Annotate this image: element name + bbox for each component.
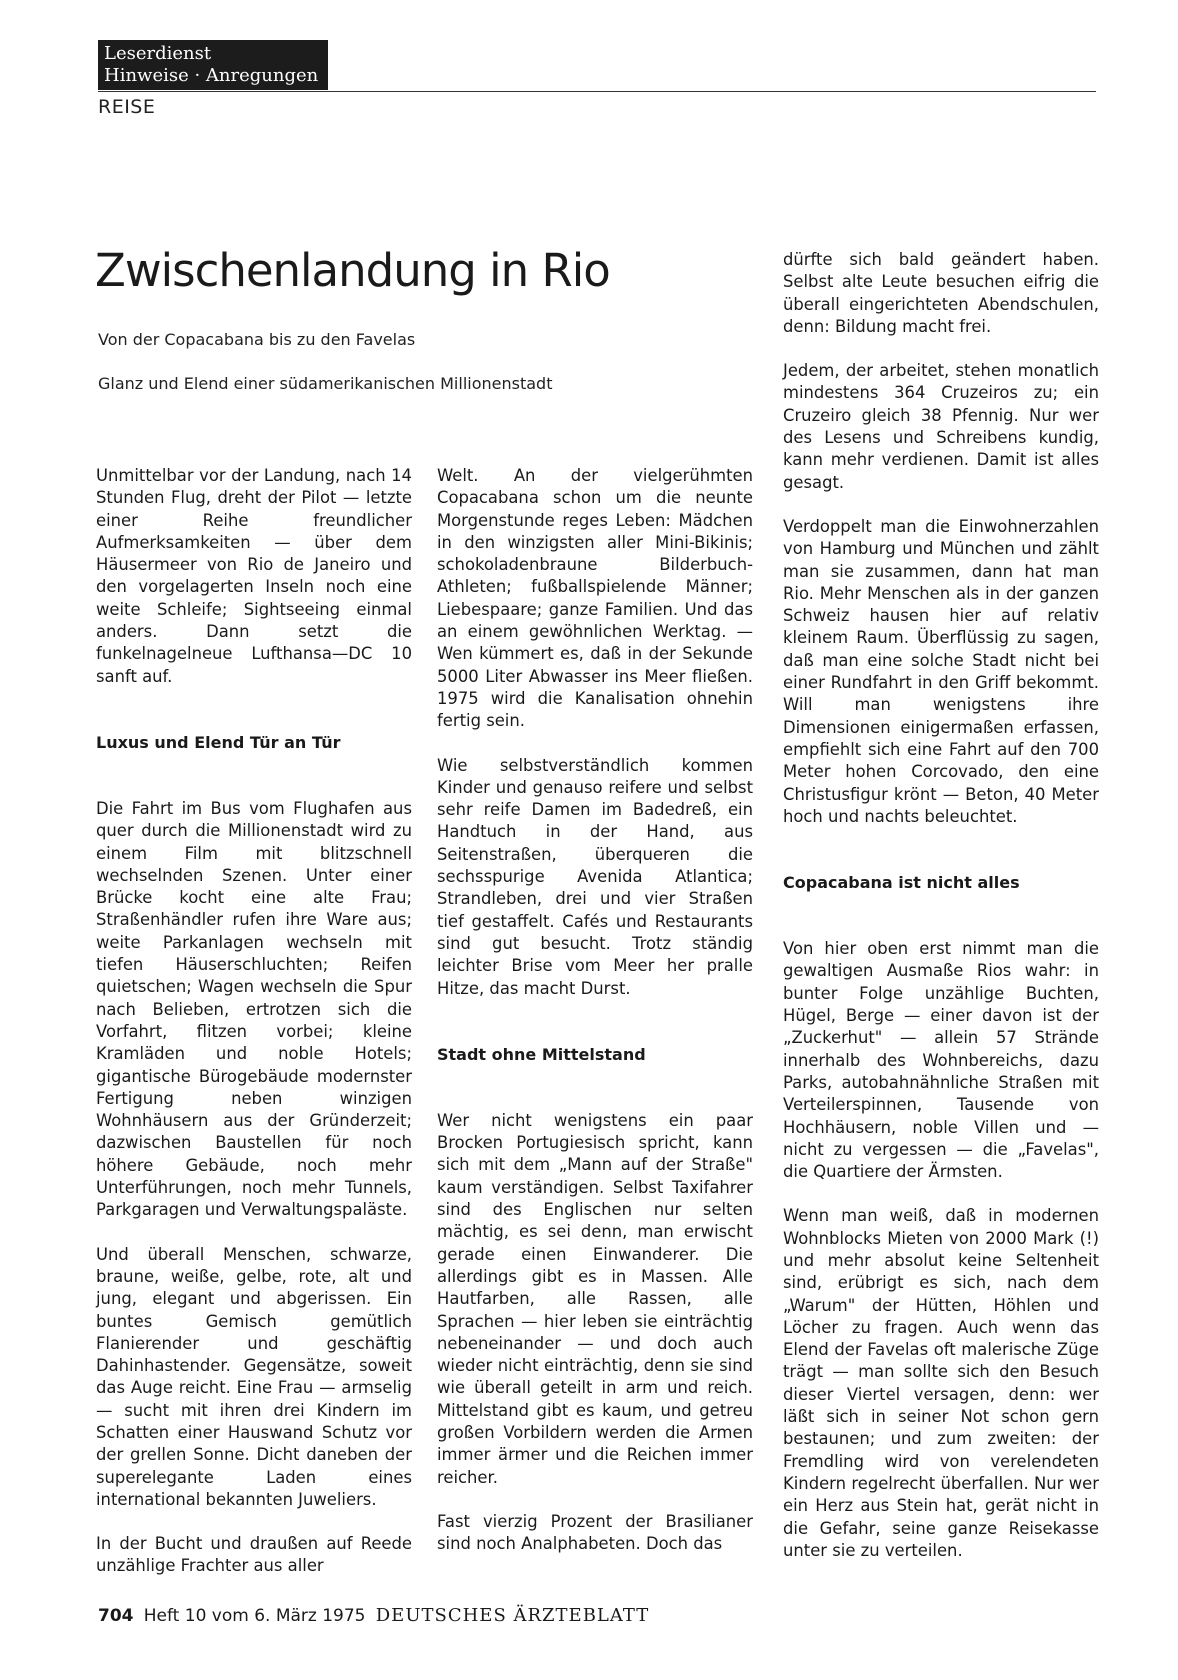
magazine-name: DEUTSCHES ÄRZTEBLATT bbox=[375, 1605, 650, 1626]
paragraph: Fast vierzig Prozent der Brasilianer sind noch Analphabeten. Doch das bbox=[437, 1511, 753, 1554]
paragraph: dürfte sich bald geändert haben. Selbst alte Leute besuchen eifrig die überall eingerichteten Abendschulen, denn: Bildung macht frei. bbox=[783, 250, 1099, 336]
article-subtitle-2: Glanz und Elend einer südamerikanischen Millionenstadt bbox=[98, 374, 553, 393]
text-column-2 bbox=[437, 465, 753, 1577]
header-line-2: Hinweise · Anregungen bbox=[104, 65, 319, 86]
subheading: Copacabana ist nicht alles bbox=[783, 873, 1020, 893]
article-title: Zwischenlandung in Rio bbox=[95, 244, 610, 297]
text-column-3 bbox=[783, 249, 1099, 1584]
header-rule bbox=[98, 91, 1096, 92]
subheading: Luxus und Elend Tür an Tür bbox=[96, 732, 341, 752]
subheading: Stadt ohne Mittelstand bbox=[437, 1044, 646, 1064]
column-header-box bbox=[98, 40, 328, 90]
paragraph: Welt. An der vielgerühmten Copacabana schon um die neunte Morgenstunde reges Leben: Mädchen in den winzigsten aller Mini-Bikinis; schokoladenbraune Bilderbuch-Athleten; fußballspielende Männer; Liebespaare; ganze Familien. Und das an einem gewöhnlichen Werktag. — Wen kümmert es, daß in der Sekunde 5000 Liter Abwasser ins Meer fließen. 1975 wird die Kanalisation ohnehin fertig sein. bbox=[437, 466, 753, 731]
page-footer bbox=[98, 1605, 649, 1626]
paragraph: Jedem, der arbeitet, stehen monatlich mindestens 364 Cruzeiros zu; ein Cruzeiro gleich 38 Pfennig. Nur wer des Lesens und Schreibens kundig, kann mehr verdienen. Damit ist alles gesagt. bbox=[783, 361, 1099, 492]
paragraph: Wer nicht wenigstens ein paar Brocken Portugiesisch spricht, kann sich mit dem „Mann auf der Straße" kaum verständigen. Selbst Taxifahrer sind des Englischen nur selten mächtig, es sei denn, man erwischt gerade einen Einwanderer. Die allerdings gibt es in Massen. Alle Hautfarben, alle Rassen, alle Sprachen — hier leben sie einträchtig nebeneinander — und doch auch wieder nicht einträchtig, denn sie sind wie überall geteilt in arm und reich. Mittelstand gibt es kaum, und getreu großen Vorbildern werden die Armen immer ärmer und die Reichen immer reicher. bbox=[437, 1110, 753, 1487]
paragraph: Wie selbstverständlich kommen Kinder und genauso reifere und selbst sehr reife Damen im Badedreß, ein Handtuch in der Hand, aus Seitenstraßen, überqueren die sechsspurige Avenida Atlantica; Strandleben, drei und vier Straßen tief gestaffelt. Cafés und Restaurants sind gut besucht. Trotz ständig leichter Brise vom Meer her pralle Hitze, das macht Durst. bbox=[437, 755, 753, 998]
issue-info: Heft 10 vom 6. März 1975 bbox=[143, 1606, 366, 1626]
paragraph: In der Bucht und draußen auf Reede unzählige Frachter aus aller bbox=[96, 1534, 412, 1576]
header-line-1: Leserdienst bbox=[104, 43, 212, 64]
paragraph: Und überall Menschen, schwarze, braune, weiße, gelbe, rote, alt und jung, elegant und abgerissen. Ein buntes Gemisch gemütlich Flanierender und geschäftig Dahinhastender. Gegensätze, soweit das Auge reicht. Eine Frau — armselig — sucht mit ihren drei Kindern im Schatten einer Hauswand Schutz vor der grellen Sonne. Dicht daneben der superelegante Laden eines international bekannten Juweliers. bbox=[96, 1244, 412, 1509]
paragraph: Wenn man weiß, daß in modernen Wohnblocks Mieten von 2000 Mark (!) und mehr absolut keine Seltenheit sind, erübrigt es sich, nach dem „Warum" der Hütten, Höhlen und Löcher zu fragen. Auch wenn das Elend der Favelas oft malerische Züge trägt — man sollte sich den Besuch dieser Viertel versagen, denn: wer läßt sich in seiner Not schon gern bestaunen; und zum zweiten: der Fremdling wird von verelendeten Kindern regelrecht überfallen. Nur wer ein Herz aus Stein hat, gerät nicht in die Gefahr, seine ganze Reisekasse unter sie zu verteilen. bbox=[783, 1206, 1099, 1560]
article-subtitle-1: Von der Copacabana bis zu den Favelas bbox=[98, 330, 416, 349]
paragraph: Von hier oben erst nimmt man die gewaltigen Ausmaße Rios wahr: in bunter Folge unzählige Buchten, Hügel, Berge — einer davon ist der „Zuckerhut" — allein 57 Strände innerhalb des Wohnbereichs, dazu Parks, autobahnähnliche Straßen mit Verteilerspinnen, Tausende von Hochhäusern, noble Villen und — nicht zu vergessen — die „Favelas", die Quartiere der Ärmsten. bbox=[783, 939, 1099, 1182]
paragraph: Die Fahrt im Bus vom Flughafen aus quer durch die Millionenstadt wird zu einem Film mit blitzschnell wechselnden Szenen. Unter einer Brücke kocht eine alte Frau; Straßenhändler rufen ihre Ware aus; weite Parkanlagen wechseln mit tiefen Häuserschluchten; Reifen quietschen; Wagen wechseln die Spur nach Belieben, ertrotzen sich die Vorfahrt, flitzen vorbei; kleine Kramläden und noble Hotels; gigantische Bürogebäude modernster Fertigung neben winzigen Wohnhäusern aus der Gründerzeit; dazwischen Baustellen für noch höhere Gebäude, noch mehr Unterführungen, noch mehr Tunnels, Parkgaragen und Verwaltungspaläste. bbox=[96, 798, 412, 1220]
section-label: REISE bbox=[98, 96, 156, 118]
text-column-1 bbox=[96, 465, 412, 1600]
paragraph: Verdoppelt man die Einwohnerzahlen von Hamburg und München und zählt man sie zusammen, dann hat man Rio. Mehr Menschen als in der ganzen Schweiz hausen hier auf relativ kleinem Raum. Überflüssig zu sagen, daß man eine solche Stadt nicht bei einer Rundfahrt in den Griff bekommt. Will man wenigstens ihre Dimensionen einigermaßen erfassen, empfiehlt sich eine Fahrt auf den 700 Meter hohen Corcovado, den eine Christusfigur krönt — Beton, 40 Meter hoch und nachts beleuchtet. bbox=[783, 516, 1099, 826]
page-number: 704 bbox=[98, 1606, 134, 1626]
paragraph: Unmittelbar vor der Landung, nach 14 Stunden Flug, dreht der Pilot — letzte einer Reihe freundlicher Aufmerksamkeiten — über dem Häusermeer von Rio de Janeiro und den vorgelagerten Inseln noch eine weite Schleife; Sightseeing einmal anders. Dann setzt die funkelnagelneue Lufthansa—DC 10 sanft auf. bbox=[96, 466, 412, 686]
